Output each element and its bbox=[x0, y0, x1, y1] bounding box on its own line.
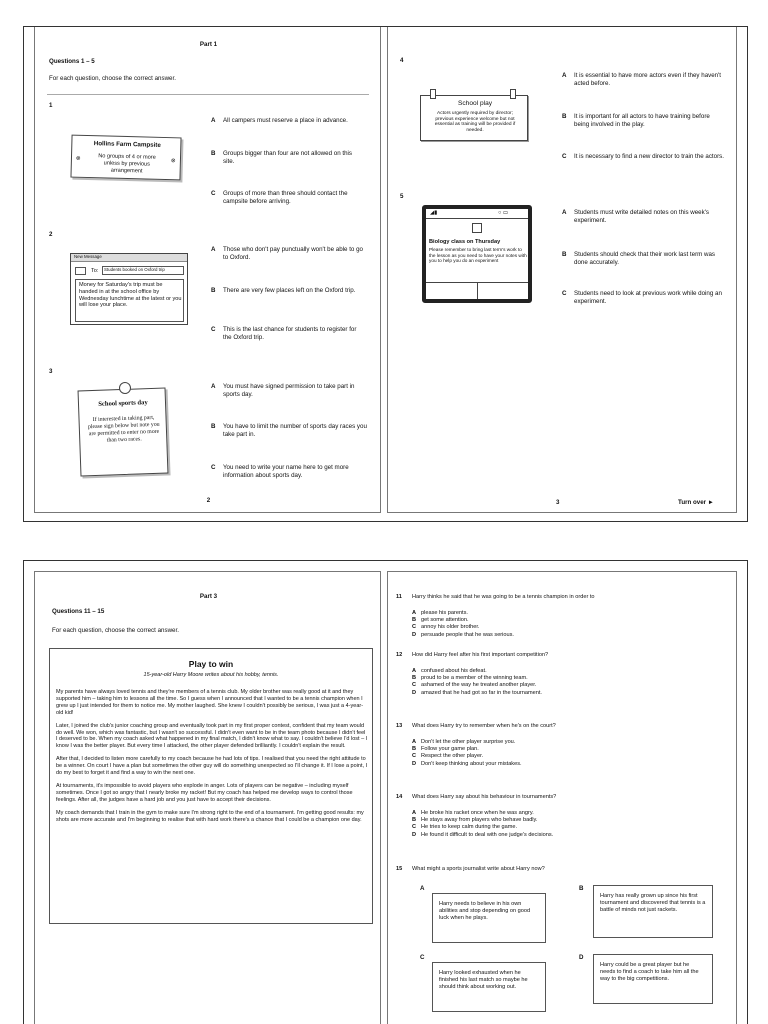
option-text: You must have signed permission to take part in sports day. bbox=[223, 383, 355, 398]
sports-day-note bbox=[78, 387, 169, 476]
options-list bbox=[412, 810, 722, 839]
article-title: Play to win bbox=[188, 659, 234, 669]
option-text: Those who don't pay punctually won't be able to go to Oxford. bbox=[223, 246, 363, 261]
option-row bbox=[412, 624, 722, 631]
option-letter: A bbox=[412, 610, 417, 616]
mail-icon bbox=[75, 267, 86, 275]
option-row bbox=[412, 832, 722, 839]
option-text: amazed that he had got so far in the tournament. bbox=[421, 689, 542, 696]
question-text: What might a sports journalist write about Harry now? bbox=[412, 866, 545, 872]
inbox-icon bbox=[472, 223, 482, 233]
page-number: 3 bbox=[556, 499, 560, 506]
box-text: Harry could be a great player but he needs to find a coach to take him all the way to the big competitions. bbox=[600, 962, 699, 982]
box-letter: D bbox=[579, 954, 584, 961]
option-row bbox=[412, 610, 722, 617]
option-letter: C bbox=[412, 753, 417, 760]
divider bbox=[47, 94, 369, 95]
option-row bbox=[412, 761, 722, 768]
pin-icon bbox=[119, 382, 131, 394]
article-paragraph: Later, I joined the club's junior coaching group and eventually took part in my first proper contest, confident that my team would do well. We won, which was fantastic, but I wasn't so successful. I didn't even want to be in the team photo because I didn't feel I deserved to be. When my coach asked what happened in my final match, I didn't know what to say. I couldn't believe I'd lost – I know I was the better player. But every time I attacked, the other player defended brilliantly. I couldn't explain the result. bbox=[56, 722, 368, 750]
question-number: 11 bbox=[396, 594, 402, 600]
option-text: annoy his older brother. bbox=[421, 624, 480, 631]
option-letter: C bbox=[211, 190, 216, 197]
option-letter: B bbox=[562, 113, 567, 120]
question-text: What does Harry try to remember when he's on the court? bbox=[412, 723, 556, 729]
box-letter: C bbox=[420, 954, 425, 961]
battery-icon: ○ ▭ bbox=[498, 210, 509, 216]
phone-title: Biology class on Thursday bbox=[429, 239, 501, 245]
option-text: Don't keep thinking about your mistakes. bbox=[421, 760, 522, 767]
question-number: 13 bbox=[396, 723, 403, 729]
option-text: He stays away from players who behave badly. bbox=[421, 817, 538, 824]
answer-box bbox=[593, 954, 713, 1004]
option-letter: B bbox=[211, 423, 216, 430]
option-text: He found it difficult to deal with one judge's decisions. bbox=[421, 831, 554, 838]
option-text: It is necessary to find a new director to train the actors. bbox=[574, 153, 724, 160]
option-letter: A bbox=[211, 246, 216, 253]
questions-heading: Questions 11 – 15 bbox=[52, 608, 105, 615]
page-number: 2 bbox=[206, 497, 211, 504]
to-label: To: bbox=[91, 268, 99, 274]
option-letter: A bbox=[562, 209, 567, 216]
option-text: confused about his defeat. bbox=[421, 668, 487, 674]
phone-frame bbox=[422, 205, 532, 303]
option-letter: D bbox=[412, 831, 417, 838]
question-number: 2 bbox=[49, 231, 53, 238]
question-number: 1 bbox=[49, 102, 53, 109]
instruction: For each question, choose the correct answer. bbox=[49, 75, 176, 82]
option-text: Follow your game plan. bbox=[421, 746, 479, 753]
option-row bbox=[412, 632, 722, 639]
question-number: 4 bbox=[400, 57, 404, 64]
option-text: Don't let the other player surprise you. bbox=[421, 739, 516, 745]
phone-message: Please remember to bring last term's work to the lesson as you need to have your notes with you to help you do an experiment bbox=[429, 247, 527, 263]
options-list bbox=[412, 668, 722, 697]
option-row bbox=[412, 682, 722, 689]
notice-title: School play bbox=[457, 100, 493, 107]
option-text: You have to limit the number of sports day races you take part in. bbox=[223, 423, 367, 438]
option-text: He broke his racket once when he was angry. bbox=[421, 810, 534, 816]
box-text: Harry looked exhausted when he finished his last match so maybe he should think about working out. bbox=[439, 970, 528, 990]
box-text: Harry has really grown up since his first tournament and discovered that tennis is a battle of minds not just rackets. bbox=[600, 893, 706, 913]
option-text: persuade people that he was serious. bbox=[421, 631, 514, 638]
option-letter: C bbox=[412, 624, 417, 631]
option-row bbox=[412, 746, 722, 753]
to-value: Students booked on Oxford trip bbox=[104, 267, 165, 272]
pin-icon bbox=[430, 89, 436, 99]
option-letter: A bbox=[211, 117, 216, 124]
article-paragraph: At tournaments, it's impossible to avoid players who explode in anger. Lots of players can be negative – including myself sometimes. Once I got so angry that I nearly broke my racket! But my coach has helped me develop ways to control those feelings. After all, the judges have a hard job and you just have to accept their decisions. bbox=[56, 782, 353, 803]
option-letter: A bbox=[412, 739, 417, 745]
screw-icon: ⊗ bbox=[75, 155, 81, 162]
option-text: get some attention. bbox=[421, 617, 469, 624]
question-number: 15 bbox=[396, 866, 403, 872]
option-text: All campers must reserve a place in advance. bbox=[223, 117, 348, 124]
article-paragraph: My coach demands that I train in the gym to make sure I'm strong right to the end of a tournament. I'm getting good results: my shots are more accurate and I'm beginning to realise that with hard work there's a chance that I could be a champion one day. bbox=[56, 809, 364, 823]
option-text: Groups bigger than four are not allowed on this site. bbox=[223, 150, 352, 165]
option-letter: B bbox=[211, 287, 216, 294]
option-letter: A bbox=[562, 72, 567, 79]
option-letter: D bbox=[412, 631, 417, 638]
page-2 bbox=[34, 27, 381, 513]
question-text: What does Harry say about his behaviour in tournaments? bbox=[412, 794, 557, 800]
option-text: This is the last chance for students to register for the Oxford trip. bbox=[223, 326, 357, 341]
question-text: How did Harry feel after his first important competition? bbox=[412, 652, 549, 658]
school-play-notice bbox=[420, 95, 528, 141]
option-text: It is important for all actors to have training before being involved in the play. bbox=[574, 113, 710, 128]
article-body bbox=[56, 689, 368, 830]
page-part3-right bbox=[387, 571, 737, 1024]
sheet-part1 bbox=[23, 26, 748, 522]
question-number: 5 bbox=[400, 193, 404, 200]
option-row bbox=[412, 668, 722, 675]
option-row bbox=[412, 753, 722, 760]
phone-button-divider bbox=[477, 282, 478, 299]
sheet-part3 bbox=[23, 560, 748, 1024]
instruction: For each question, choose the correct answer. bbox=[52, 627, 179, 634]
question-text: Harry thinks he said that he was going to be a tennis champion in order to bbox=[412, 594, 595, 600]
options-list bbox=[412, 610, 722, 639]
option-letter: B bbox=[211, 150, 216, 157]
question-number: 3 bbox=[49, 368, 53, 375]
answer-box bbox=[593, 885, 713, 938]
answer-box bbox=[432, 893, 546, 943]
option-letter: A bbox=[412, 810, 417, 816]
option-letter: C bbox=[412, 824, 417, 831]
option-text: Groups of more than three should contact the campsite before arriving. bbox=[223, 190, 348, 205]
note-title: School sports day bbox=[98, 399, 148, 408]
answer-box bbox=[432, 962, 546, 1012]
option-letter: B bbox=[412, 617, 417, 624]
option-letter: A bbox=[412, 668, 417, 674]
option-letter: C bbox=[412, 682, 417, 689]
option-text: He tries to keep calm during the game. bbox=[421, 824, 518, 831]
option-letter: C bbox=[211, 326, 216, 333]
article-subtitle: 15-year-old Harry Moore writes about his hobby, tennis. bbox=[143, 672, 279, 678]
pin-icon bbox=[510, 89, 516, 99]
sign-body: No groups of 4 or more unless by previous arrangement bbox=[98, 153, 156, 175]
notice-body: Actors urgently required by director; previous experience welcome but not essential as training will be provided if needed. bbox=[434, 111, 516, 133]
option-letter: B bbox=[412, 746, 417, 753]
screw-icon: ⊗ bbox=[170, 158, 176, 165]
article-paragraph: My parents have always loved tennis and they're members of a tennis club. My older brother was really good at it and they supported him – taking him to lessons all the time. So I guess when I announced that I wanted to be a tennis champion when I grew up I just intended for them to notice me. My mother laughed. She knew I couldn't possibly be serious, I was just a 4-year-old kid! bbox=[56, 689, 364, 716]
question-number: 12 bbox=[396, 652, 403, 658]
option-letter: B bbox=[412, 675, 417, 682]
box-text: Harry needs to believe in his own abilities and stop depending on good luck when he plays. bbox=[439, 901, 531, 921]
page-3 bbox=[387, 27, 737, 513]
option-text: It is essential to have more actors even if they haven't acted before. bbox=[574, 72, 722, 87]
questions-heading: Questions 1 – 5 bbox=[49, 58, 95, 65]
option-letter: C bbox=[211, 464, 216, 471]
option-letter: B bbox=[412, 817, 417, 824]
option-text: You need to write your name here to get more information about sports day. bbox=[223, 464, 349, 479]
option-row bbox=[412, 817, 722, 824]
option-text: please his parents. bbox=[421, 610, 468, 616]
option-text: proud to be a member of the winning team. bbox=[421, 675, 528, 682]
signal-icon: ◢▮ bbox=[430, 210, 438, 216]
box-letter: B bbox=[579, 885, 584, 892]
option-text: Respect the other player. bbox=[421, 753, 484, 760]
option-row bbox=[412, 810, 722, 817]
article-paragraph: After that, I decided to listen more carefully to my coach because he had lots of tips. I realised that you need the right attitude to be a winner. On court I have a plan but sometimes the other guy will do something unexpected so I'll change it. If I lose a point, I do my best to forget it and find a way to win the next one. bbox=[56, 756, 368, 777]
email-window bbox=[70, 253, 188, 325]
option-letter: B bbox=[562, 251, 567, 258]
option-text: Students need to look at previous work while doing an experiment. bbox=[574, 290, 722, 305]
sign-title: Hollins Farm Campsite bbox=[93, 140, 161, 149]
option-letter: C bbox=[562, 153, 567, 160]
option-letter: A bbox=[211, 383, 216, 390]
phone-status-bar bbox=[426, 209, 528, 219]
article-box bbox=[49, 648, 373, 924]
campsite-sign bbox=[70, 135, 181, 181]
turn-over: Turn over ► bbox=[678, 499, 714, 506]
window-title: New Message bbox=[74, 254, 102, 259]
message-body: Money for Saturday's trip must be handed in at the school office by Wednesday lunchtime at the latest or you will lose your place. bbox=[79, 282, 182, 309]
part-title: Part 1 bbox=[199, 41, 218, 48]
option-text: Students must write detailed notes on this week's experiment. bbox=[574, 209, 709, 224]
page-part3-left bbox=[34, 571, 381, 1024]
option-letter: C bbox=[562, 290, 567, 297]
box-letter: A bbox=[420, 885, 425, 892]
option-text: Students should check that their work last term was done accurately. bbox=[574, 251, 716, 266]
note-body: If interested in taking part, please sign below but note you are permitted to enter no more than two races. bbox=[87, 414, 160, 444]
option-letter: D bbox=[412, 689, 417, 696]
option-row bbox=[412, 739, 722, 746]
options-list bbox=[412, 739, 722, 768]
option-letter: D bbox=[412, 760, 417, 767]
option-row bbox=[412, 617, 722, 624]
option-row bbox=[412, 824, 722, 831]
question-number: 14 bbox=[396, 794, 403, 800]
option-row bbox=[412, 675, 722, 682]
option-text: There are very few places left on the Oxford trip. bbox=[223, 287, 356, 294]
part-title: Part 3 bbox=[199, 593, 218, 600]
option-text: ashamed of the way he treated another player. bbox=[421, 682, 537, 689]
option-row bbox=[412, 690, 722, 697]
